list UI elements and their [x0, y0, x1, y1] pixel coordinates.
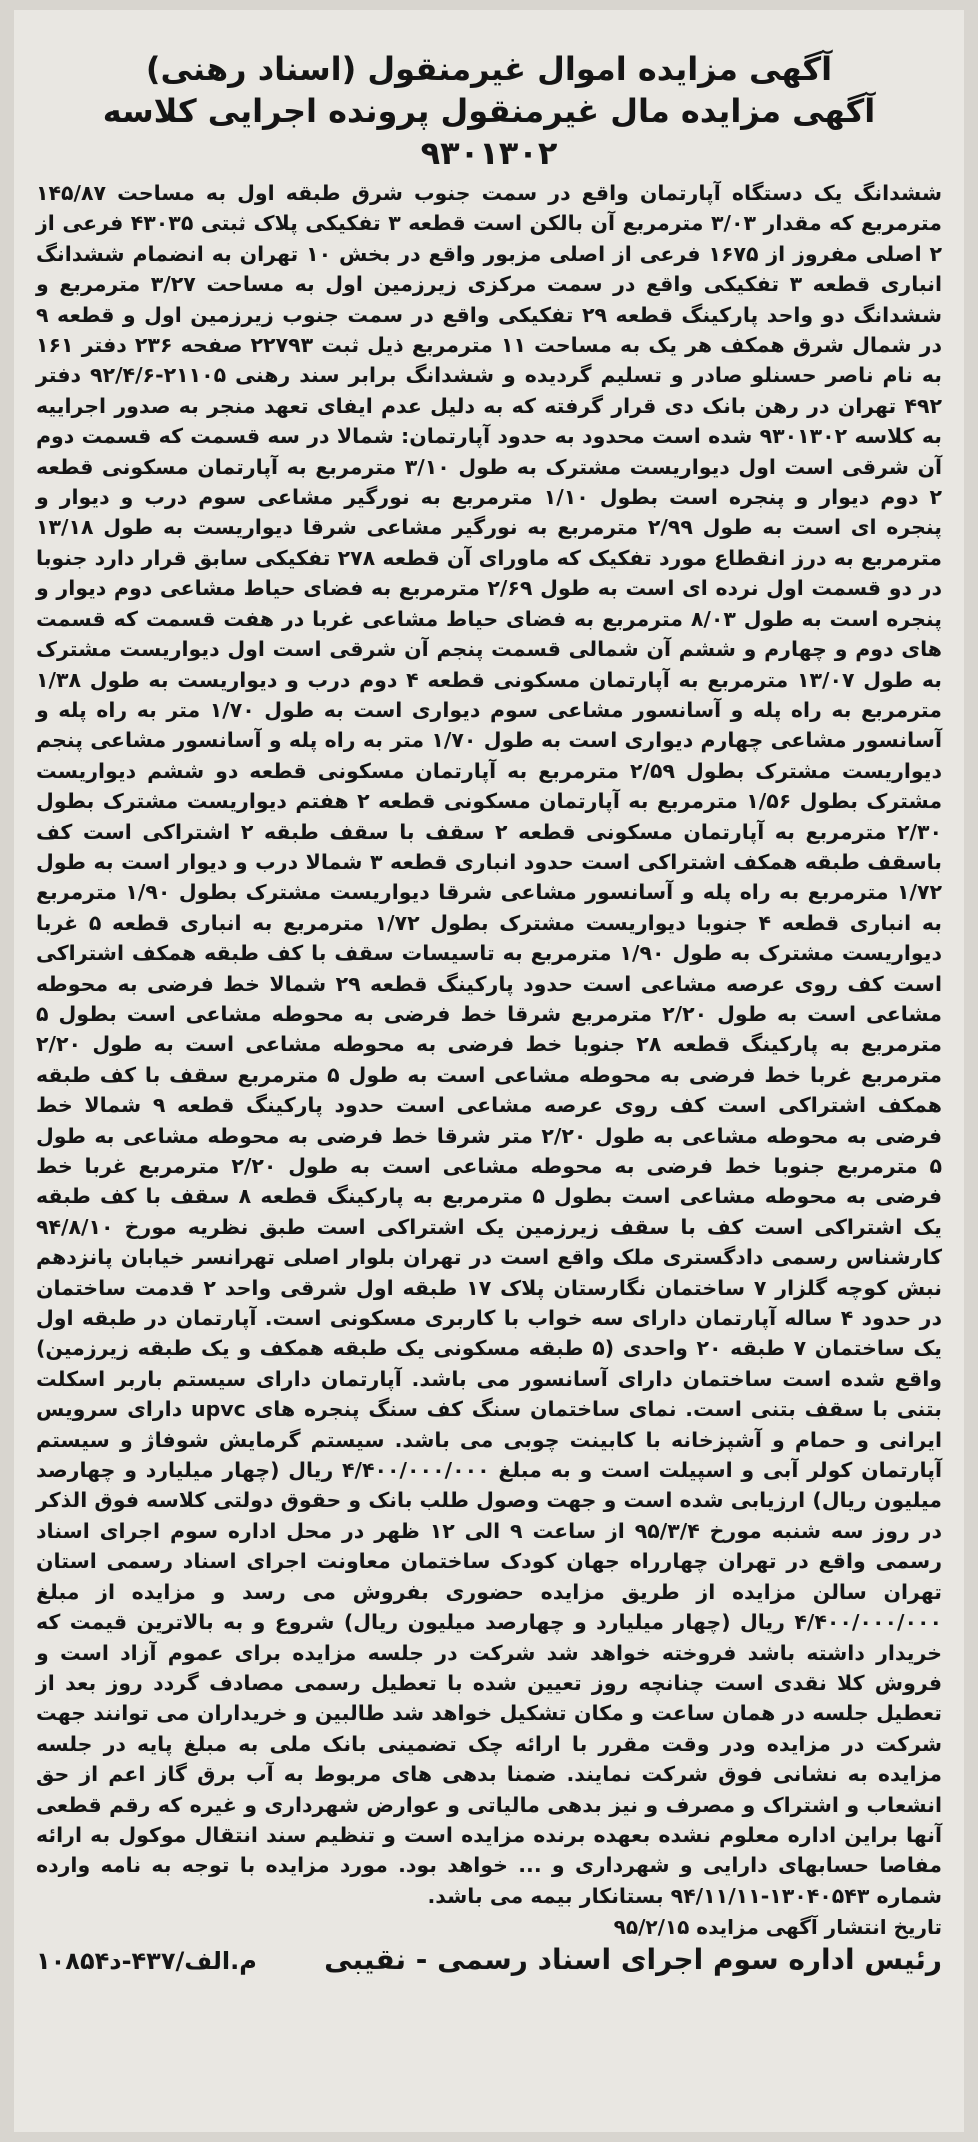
notice-footer — [36, 1943, 942, 1976]
signature-line: رئیس اداره سوم اجرای اسناد رسمی - نقیبی — [324, 1943, 942, 1977]
publish-date: تاریخ انتشار آگهی مزایده ۹۵/۲/۱۵ — [613, 1915, 942, 1940]
notice-body-text: ششدانگ یک دستگاه آپارتمان واقع در سمت جنوب شرق طبقه اول به مساحت ۱۴۵/۸۷ مترمربع که مقدار ۳/۰۳ مترمربع آن بالکن است قطعه ۳ تفکیکی پلاک ثبتی ۴۳۰۳۵ فرعی از ۲ اصلی مفروز از ۱۶۷۵ فرعی از اصلی مزبور واقع در بخش ۱۰ تهران به انضمام ششدانگ انباری قطعه ۳ تفکیکی واقع در سمت مرکزی زیرزمین اول به مساحت ۳/۲۷ مترمربع و ششدانگ دو واحد پارکینگ قطعه ۲۹ تفکیکی واقع در سمت جنوب زیرزمین اول و قطعه ۹ در شمال شرق همکف هر یک به مساحت ۱۱ مترمربع ذیل ثبت ۲۲۷۹۳ صفحه ۲۳۶ دفتر ۱۶۱ به نام ناصر حسنلو صادر و تسلیم گردیده و ششدانگ برابر سند رهنی ۲۱۱۰۵-۹۲/۴/۶ دفتر ۴۹۲ تهران در رهن بانک دی قرار گرفته که به دلیل عدم ایفای تعهد منجر به صدور اجراییه به کلاسه ۹۳۰۱۳۰۲ شده است محدود به حدود آپارتمان: شمالا در سه قسمت که قسمت دوم آن شرقی است اول دیواریست مشترک به طول ۳/۱۰ مترمربع به آپارتمان مسکونی قطعه ۲ دوم دیوار و پنجره است بطول ۱/۱۰ مترمربع به نورگیر مشاعی سوم درب و دیوار و پنجره ای است به طول ۲/۹۹ مترمربع به نورگیر مشاعی شرقا دیواریست به طول ۱۳/۱۸ مترمربع به درز انقطاع مورد تفکیک که ماورای آن قطعه ۲۷۸ تفکیکی سابق قرار دارد جنوبا در دو قسمت اول نرده ای است به طول ۲/۶۹ مترمربع به فضای حیاط مشاعی دوم دیوار و پنجره است به طول ۸/۰۳ مترمربع به فضای حیاط مشاعی غربا در هفت قسمت که قسمت های دوم و چهارم و ششم آن شمالی قسمت پنجم آن شرقی است اول دیواریست مشترک به طول ۱۳/۰۷ مترمربع به آپارتمان مسکونی قطعه ۴ دوم درب و دیواریست به طول ۱/۳۸ مترمربع به راه پله و آسانسور مشاعی سوم دیواری است به طول ۱/۷۰ متر به راه پله و آسانسور مشاعی چهارم دیواری است به طول ۱/۷۰ متر به راه پله و آسانسور مشاعی پنجم دیواریست مشترک بطول ۲/۵۹ مترمربع به آپارتمان مسکونی قطعه دو ششم دیواریست مشترک بطول ۱/۵۶ مترمربع به آپارتمان مسکونی قطعه ۲ هفتم دیواریست مشترک بطول ۲/۳۰ مترمربع به آپارتمان مسکونی قطعه ۲ سقف با سقف طبقه ۲ اشتراکی است کف باسقف طبقه همکف اشتراکی است حدود انباری قطعه ۳ شمالا درب و دیوار است به طول ۱/۷۲ مترمربع به راه پله و آسانسور مشاعی شرقا دیواریست مشترک بطول ۱/۹۰ مترمربع به انباری قطعه ۴ جنوبا دیواریست مشترک بطول ۱/۷۲ مترمربع به انباری قطعه ۵ غربا دیواریست مشترک به طول ۱/۹۰ مترمربع به تاسیسات سقف با کف طبقه همکف اشتراکی است کف روی عرصه مشاعی است حدود پارکینگ قطعه ۲۹ شمالا خط فرضی به محوطه مشاعی است به طول ۲/۲۰ مترمربع شرقا خط فرضی به محوطه مشاعی است بطول ۵ مترمربع به پارکینگ قطعه ۲۸ جنوبا خط فرضی به محوطه مشاعی است به طول ۲/۲۰ مترمربع غربا خط فرضی به محوطه مشاعی است به طول ۵ مترمربع سقف با کف طبقه همکف اشتراکی است کف روی عرصه مشاعی است حدود پارکینگ قطعه ۹ شمالا خط فرضی به محوطه مشاعی به طول ۲/۲۰ متر شرقا خط فرضی به محوطه مشاعی به طول ۵ مترمربع جنوبا خط فرضی به محوطه مشاعی است به طول ۲/۲۰ مترمربع غربا خط فرضی به محوطه مشاعی است بطول ۵ مترمربع به پارکینگ قطعه ۸ سقف با کف طبقه یک اشتراکی است کف با سقف زیرزمین یک اشتراکی است طبق نظریه مورخ ۹۴/۸/۱۰ کارشناس رسمی دادگستری ملک واقع است در تهران بلوار اصلی تهرانسر خیابان پانزدهم نبش کوچه گلزار ۷ ساختمان نگارستان پلاک ۱۷ طبقه اول شرقی واحد ۲ قدمت ساختمان در حدود ۴ ساله آپارتمان دارای سه خواب با کاربری مسکونی است. آپارتمان در طبقه اول یک ساختمان ۷ طبقه ۲۰ واحدی (۵ طبقه مسکونی یک طبقه همکف و یک طبقه زیرزمین) واقع شده است ساختمان دارای آسانسور می باشد. آپارتمان دارای سیستم باربر اسکلت بتنی با سقف بتنی است. نمای ساختمان سنگ کف سنگ پنجره های upvc دارای سرویس ایرانی و حمام و آشپزخانه با کابینت چوبی می باشد. سیستم گرمایش شوفاژ و سیستم آپارتمان کولر آبی و اسپیلت است و به مبلغ ۴/۴۰۰/۰۰۰/۰۰۰ ریال (چهار میلیارد و چهارصد میلیون ریال) ارزیابی شده است و جهت وصول طلب بانک و حقوق دولتی کلاسه فوق الذکر در روز سه شنبه مورخ ۹۵/۳/۴ از ساعت ۹ الی ۱۲ ظهر در محل اداره سوم اجرای اسناد رسمی واقع در تهران چهارراه جهان کودک ساختمان معاونت اجرای اسناد رسمی استان تهران سالن مزایده از طریق مزایده حضوری بفروش می رسد و مزایده از مبلغ ۴/۴۰۰/۰۰۰/۰۰۰ ریال (چهار میلیارد و چهارصد میلیون ریال) شروع و به بالاترین قیمت که خریدار داشته باشد فروخته خواهد شد شرکت در جلسه مزایده برای عموم آزاد است و فروش کلا نقدی است چنانچه روز تعیین شده با تعطیل رسمی مصادف گردد روز بعد از تعطیل جلسه در همان ساعت و مکان تشکیل خواهد شد طالبین و خریداران می توانند جهت شرکت در مزایده ودر وقت مقرر با ارائه چک تضمینی بانک ملی به مبلغ پایه در جلسه مزایده به نشانی فوق شرکت نمایند. ضمنا بدهی های مربوط به آب برق گاز اعم از حق انشعاب و اشتراک و مصرف و نیز بدهی مالیاتی و عوارض شهرداری و غیره که رقم قطعی آنها براین اداره معلوم نشده بعهده برنده مزایده است و تنظیم سند انتقال موکول به ارائه مفاصا حسابهای دارایی و شهرداری و ... خواهد بود. مورد مزایده با توجه به نامه وارده شماره ۱۳۰۴۰۵۴۳-۹۴/۱۱/۱۱ بستانکار بیمه می باشد. — [36, 181, 943, 1908]
reference-code: ۱۰۸۵۴م.الف/۴۳۷-د — [36, 1947, 257, 1976]
notice-title: آگهی مزایده اموال غیرمنقول (اسناد رهنی) — [145, 50, 833, 88]
notice-subtitle: آگهی مزایده مال غیرمنقول پرونده اجرایی کلاسه ۹۳۰۱۳۰۲ — [102, 92, 876, 172]
newspaper-notice — [14, 10, 964, 2132]
